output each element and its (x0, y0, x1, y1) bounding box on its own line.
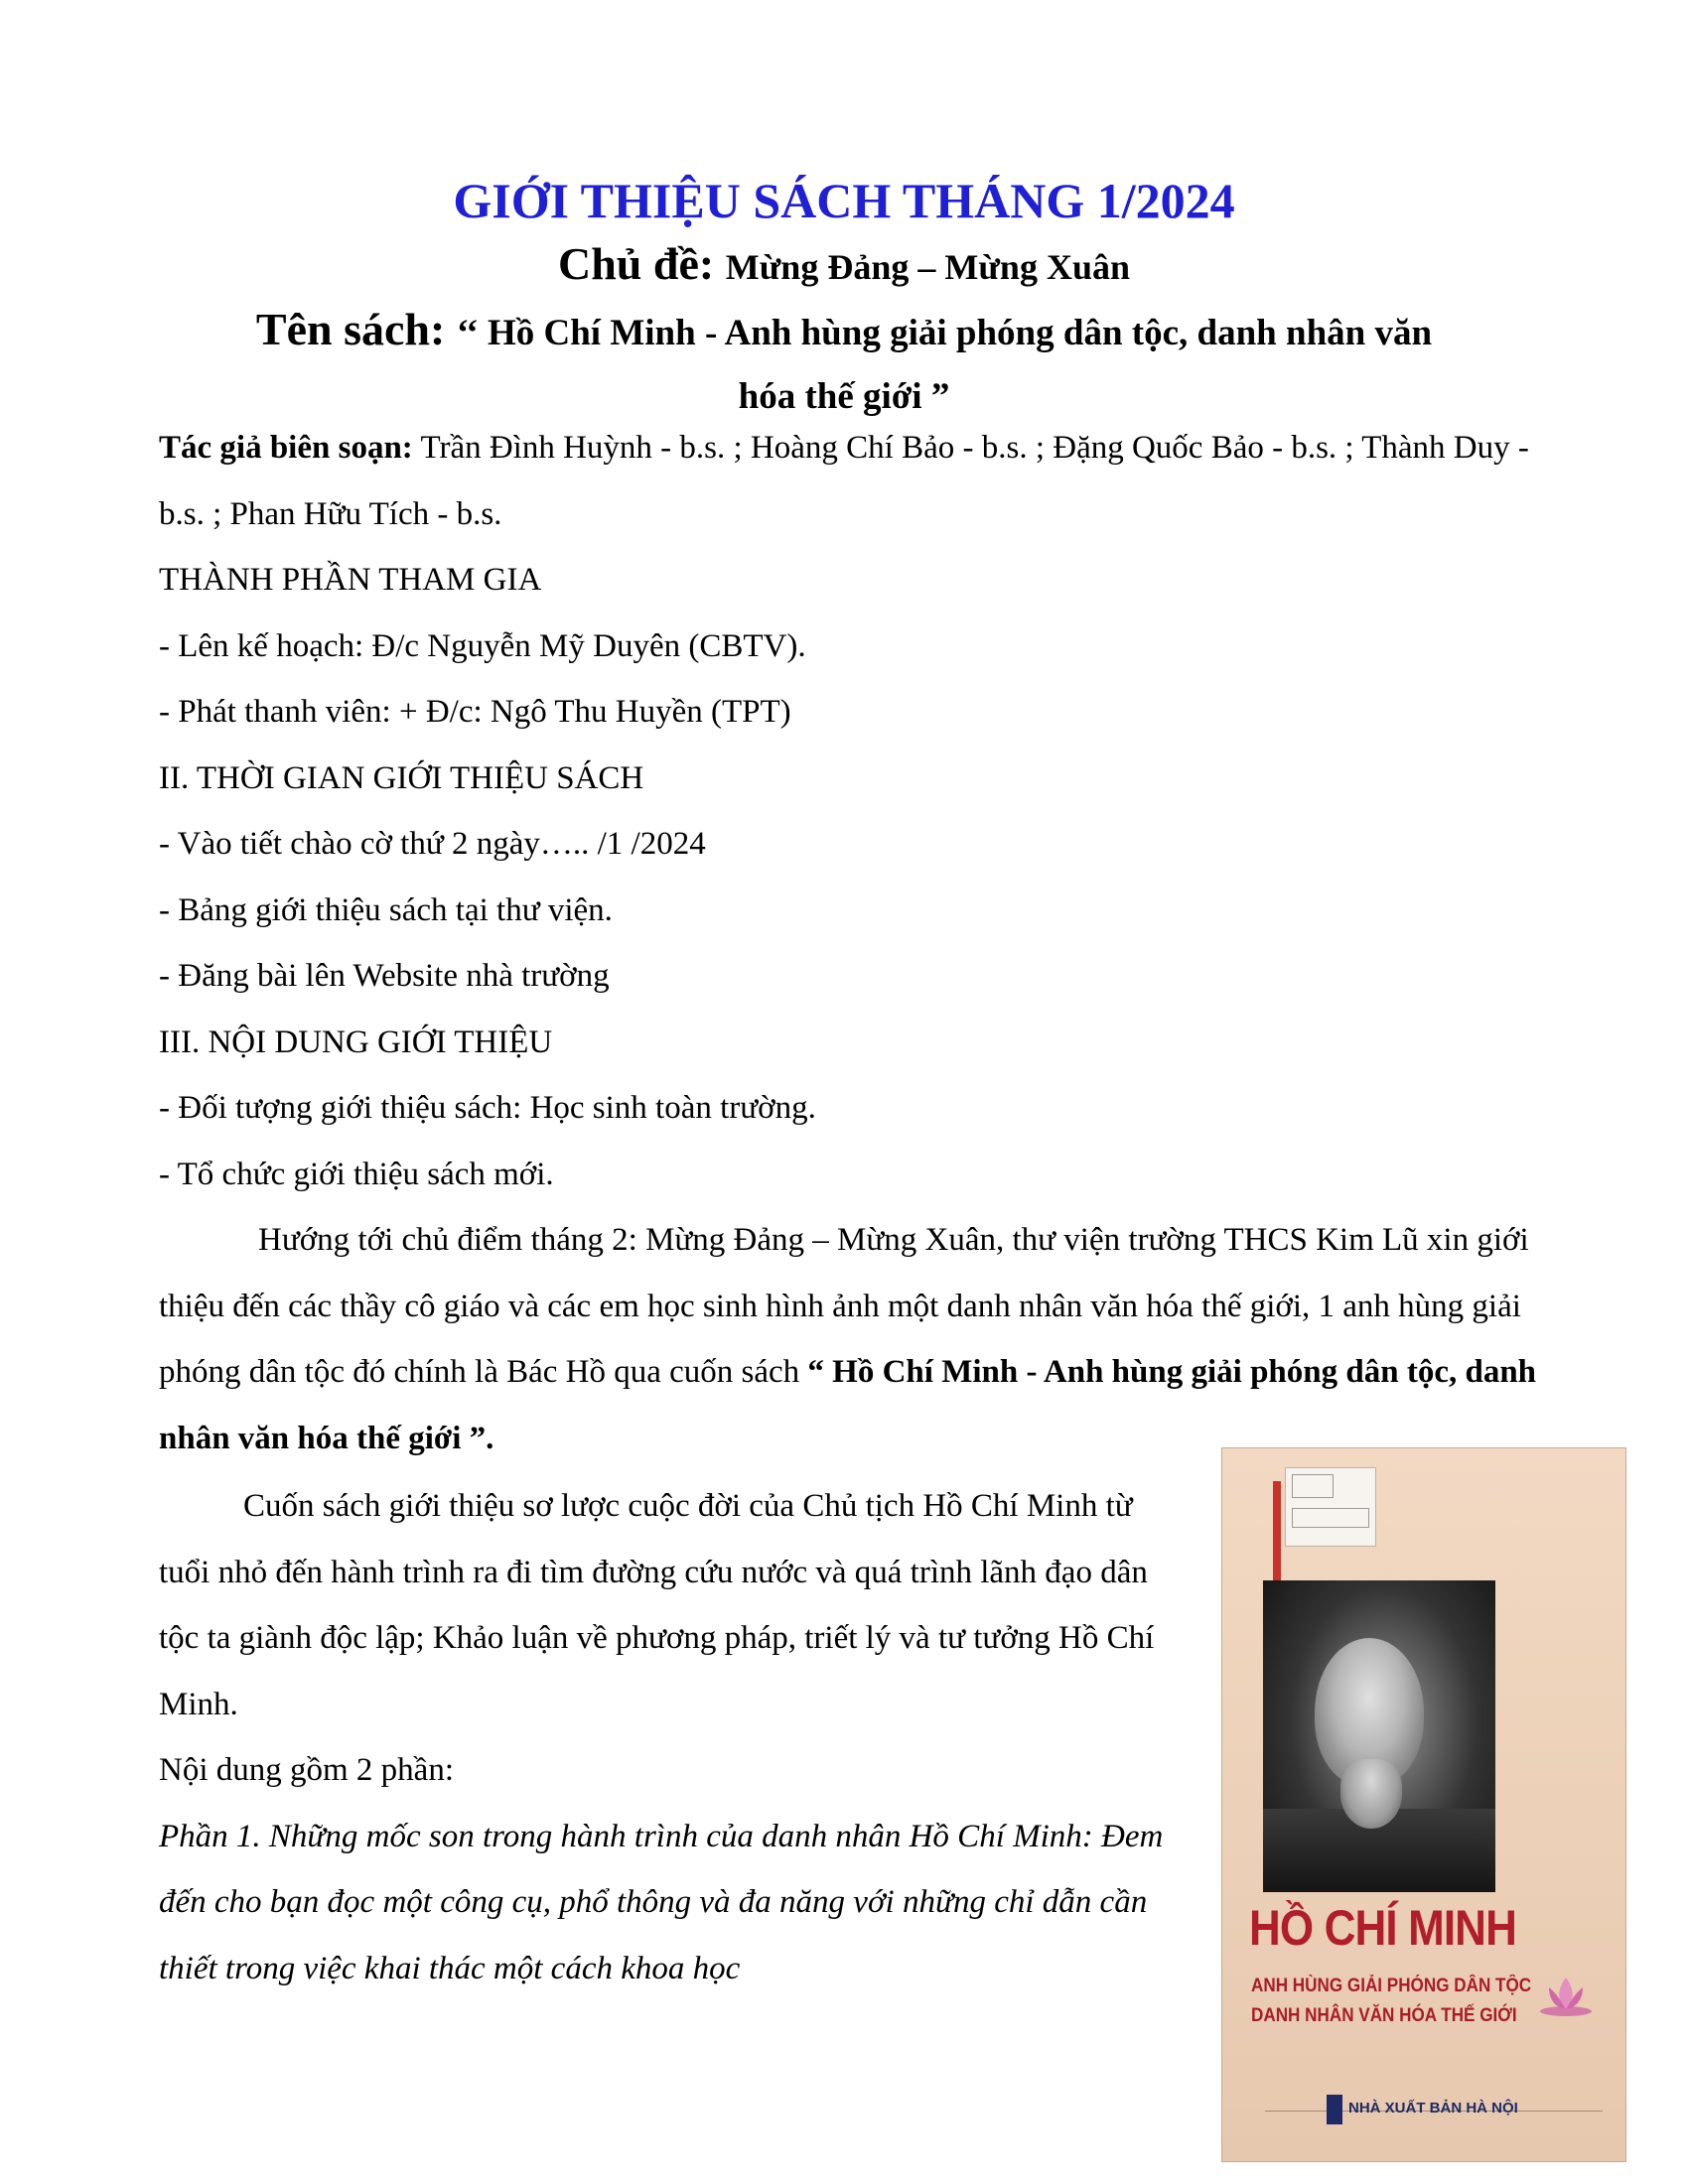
section-line: - Tổ chức giới thiệu sách mới. (159, 1156, 554, 1192)
book-title-block (119, 298, 1569, 429)
cover-subtitle-line2: DANH NHÂN VĂN HÓA THẾ GIỚI (1251, 2005, 1517, 2026)
section-line: II. THỜI GIAN GIỚI THIỆU SÁCH (159, 759, 644, 796)
library-sticker (1285, 1467, 1376, 1547)
section-line: - Bảng giới thiệu sách tại thư viện. (159, 891, 613, 928)
publisher-logo-icon (1327, 2095, 1342, 2124)
subject-line (0, 236, 1688, 295)
section-line: - Đăng bài lên Website nhà trường (159, 958, 610, 994)
portrait-photo (1263, 1580, 1495, 1892)
section-line: - Đối tượng giới thiệu sách: Học sinh toàn trường. (159, 1090, 816, 1126)
book-cover-image (1221, 1447, 1626, 2162)
section-line: - Lên kế hoạch: Đ/c Nguyễn Mỹ Duyên (CBTV). (159, 627, 806, 664)
intro-text: Hướng tới chủ điểm tháng 2: Mừng Đảng – Mừng Xuân, thư viện trường THCS Kim Lũ xin giới thiệu đến các thầy cô giáo và các em học sinh hình ảnh một danh nhân văn hóa thế giới, 1 anh hùng giải phóng dân tộc đó chính là Bác Hồ qua cuốn sách (159, 1222, 1529, 1390)
intro-paragraph (159, 1207, 1569, 1471)
book-label: Tên sách: (255, 304, 446, 354)
subject-value: Mừng Đảng – Mừng Xuân (725, 247, 1130, 287)
section-line: - Phát thanh viên: + Đ/c: Ngô Thu Huyền (TPT) (159, 694, 791, 730)
content-heading: Nội dung gồm 2 phần: (159, 1752, 454, 1788)
section-line: THÀNH PHẦN THAM GIA (159, 562, 542, 598)
page-title: GIỚI THIỆU SÁCH THÁNG 1/2024 (453, 173, 1235, 228)
publisher-name: NHÀ XUẤT BẢN HÀ NỘI (1348, 2100, 1518, 2116)
authors-label: Tác giả biên soạn: (159, 430, 413, 466)
authors-line (159, 415, 1569, 547)
cover-subtitle (1251, 1972, 1555, 2031)
section-line: III. NỘI DUNG GIỚI THIỆU (159, 1024, 553, 1060)
lotus-icon (1537, 1972, 1595, 2019)
cover-title: HỒ CHÍ MINH (1249, 1900, 1516, 1956)
authors-value: Trần Đình Huỳnh - b.s. ; Hoàng Chí Bảo - b.s. ; Đặng Quốc Bảo - b.s. ; Thành Duy - b.s. ; Phan Hữu Tích - b.s. (159, 430, 1529, 532)
section-line: - Vào tiết chào cờ thứ 2 ngày….. /1 /2024 (159, 826, 706, 862)
cover-subtitle-line1: ANH HÙNG GIẢI PHÓNG DÂN TỘC (1251, 1976, 1532, 1996)
main-body (159, 415, 1569, 1471)
book-title-line1: ‘‘ Hồ Chí Minh - Anh hùng giải phóng dân tộc, danh nhân văn (456, 313, 1433, 353)
intro-book-title: “ Hồ Chí Minh - Anh hùng giải phóng dân tộc, danh nhân văn hóa thế giới ”. (159, 1354, 1537, 1456)
summary-paragraph: Cuốn sách giới thiệu sơ lược cuộc đời của Chủ tịch Hồ Chí Minh từ tuổi nhỏ đến hành trình ra đi tìm đường cứu nước và quá trình lãnh đạo dân tộc ta giành độc lập; Khảo luận về phương pháp, triết lý và tư tưởng Hồ Chí Minh. (159, 1488, 1155, 1722)
book-title-line2: hóa thế giới ” (738, 376, 950, 417)
part1-paragraph: Phần 1. Những mốc son trong hành trình của danh nhân Hồ Chí Minh: Đem đến cho bạn đọc một công cụ, phổ thông và đa năng với những chỉ dẫn cần thiết trong việc khai thác một cách khoa học (159, 1818, 1164, 1986)
wrapped-body (159, 1473, 1192, 2001)
subject-label: Chủ đề: (558, 238, 715, 289)
